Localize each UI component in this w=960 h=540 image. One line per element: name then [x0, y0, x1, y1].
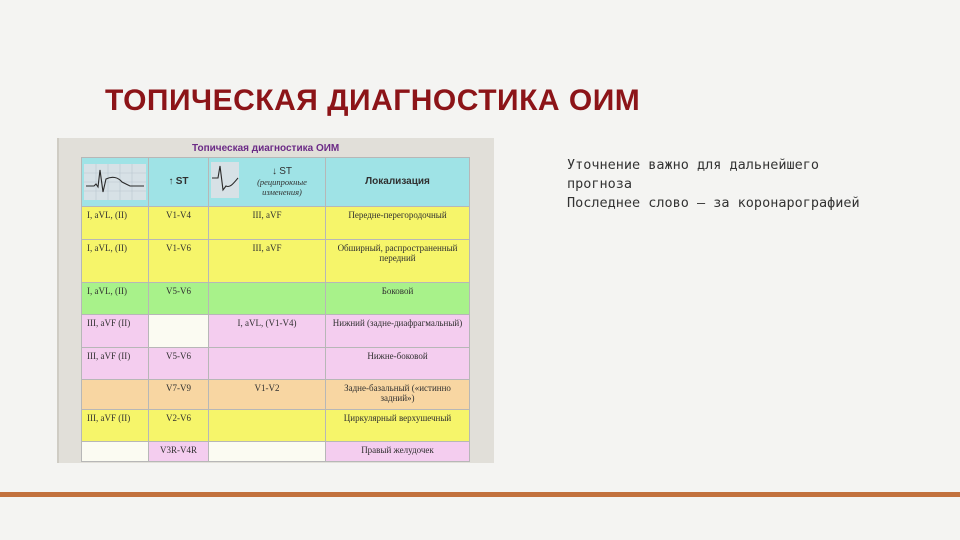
- cell-st-down: [209, 283, 326, 315]
- table-header-row: [82, 158, 470, 207]
- table-row: [82, 240, 470, 283]
- cell-st-up: V1-V4: [149, 207, 209, 240]
- cell-location: Передне-перегородочный: [326, 207, 470, 240]
- header-st-down-note: (реципрокные изменения): [257, 176, 307, 197]
- header-st-up-label: ST: [175, 176, 189, 188]
- cell-leads: I, aVL, (II): [82, 207, 149, 240]
- cell-leads: III, aVF (II): [82, 410, 149, 442]
- ecg-table-figure: [57, 138, 494, 463]
- table-row: [82, 442, 470, 462]
- ecg-st-depression-wave: [211, 162, 239, 198]
- cell-leads: III, aVF (II): [82, 315, 149, 348]
- table-row: [82, 348, 470, 380]
- cell-location: Нижне-боковой: [326, 348, 470, 380]
- cell-st-down: V1-V2: [209, 380, 326, 410]
- cell-st-up: V1-V6: [149, 240, 209, 283]
- header-localization: Локализация: [326, 158, 470, 207]
- cell-location: Циркулярный верхушечный: [326, 410, 470, 442]
- table-row: [82, 283, 470, 315]
- cell-location: Нижний (задне-диафрагмальный): [326, 315, 470, 348]
- arrow-down-icon: ↓: [271, 166, 277, 178]
- cell-st-up: V5-V6: [149, 283, 209, 315]
- cell-st-up: V3R-V4R: [149, 442, 209, 462]
- slide-title: ТОПИЧЕСКАЯ ДИАГНОСТИКА ОИМ: [105, 84, 641, 117]
- cell-st-up: V5-V6: [149, 348, 209, 380]
- cell-st-up: V2-V6: [149, 410, 209, 442]
- header-st-down: [209, 158, 326, 207]
- cell-st-down: III, aVF: [209, 207, 326, 240]
- bottom-accent-line: [0, 492, 960, 497]
- cell-st-down: [209, 410, 326, 442]
- header-ecg-wave-up: [82, 158, 149, 207]
- cell-leads: I, aVL, (II): [82, 240, 149, 283]
- cell-leads: III, aVF (II): [82, 348, 149, 380]
- cell-st-down: [209, 442, 326, 462]
- cell-location: Боковой: [326, 283, 470, 315]
- cell-leads: I, aVL, (II): [82, 283, 149, 315]
- cell-st-down: I, aVL, (V1-V4): [209, 315, 326, 348]
- note-line: Уточнение важно для дальнейшего: [567, 157, 819, 173]
- note-line: прогноза: [567, 176, 633, 192]
- cell-location: Обширный, распространенный передний: [326, 240, 470, 283]
- topical-diagnosis-table: [81, 157, 470, 462]
- cell-st-down: [209, 348, 326, 380]
- cell-location: Правый желудочек: [326, 442, 470, 462]
- table-row: [82, 207, 470, 240]
- cell-leads: [82, 380, 149, 410]
- note-line: Последнее слово – за коронарографией: [567, 195, 860, 211]
- cell-st-down: III, aVF: [209, 240, 326, 283]
- table-row: [82, 380, 470, 410]
- table-row: [82, 315, 470, 348]
- header-st-down-label: ST: [279, 166, 293, 178]
- slide-notes: [567, 156, 927, 213]
- header-st-up: [149, 158, 209, 207]
- arrow-up-icon: ↑: [168, 176, 174, 188]
- table-row: [82, 410, 470, 442]
- figure-caption: Топическая диагностика ОИМ: [192, 143, 340, 154]
- cell-location: Задне-базальный («истинно задний»): [326, 380, 470, 410]
- cell-st-up: V7-V9: [149, 380, 209, 410]
- ecg-st-elevation-wave: [84, 164, 146, 200]
- cell-st-up: [149, 315, 209, 348]
- cell-leads: [82, 442, 149, 462]
